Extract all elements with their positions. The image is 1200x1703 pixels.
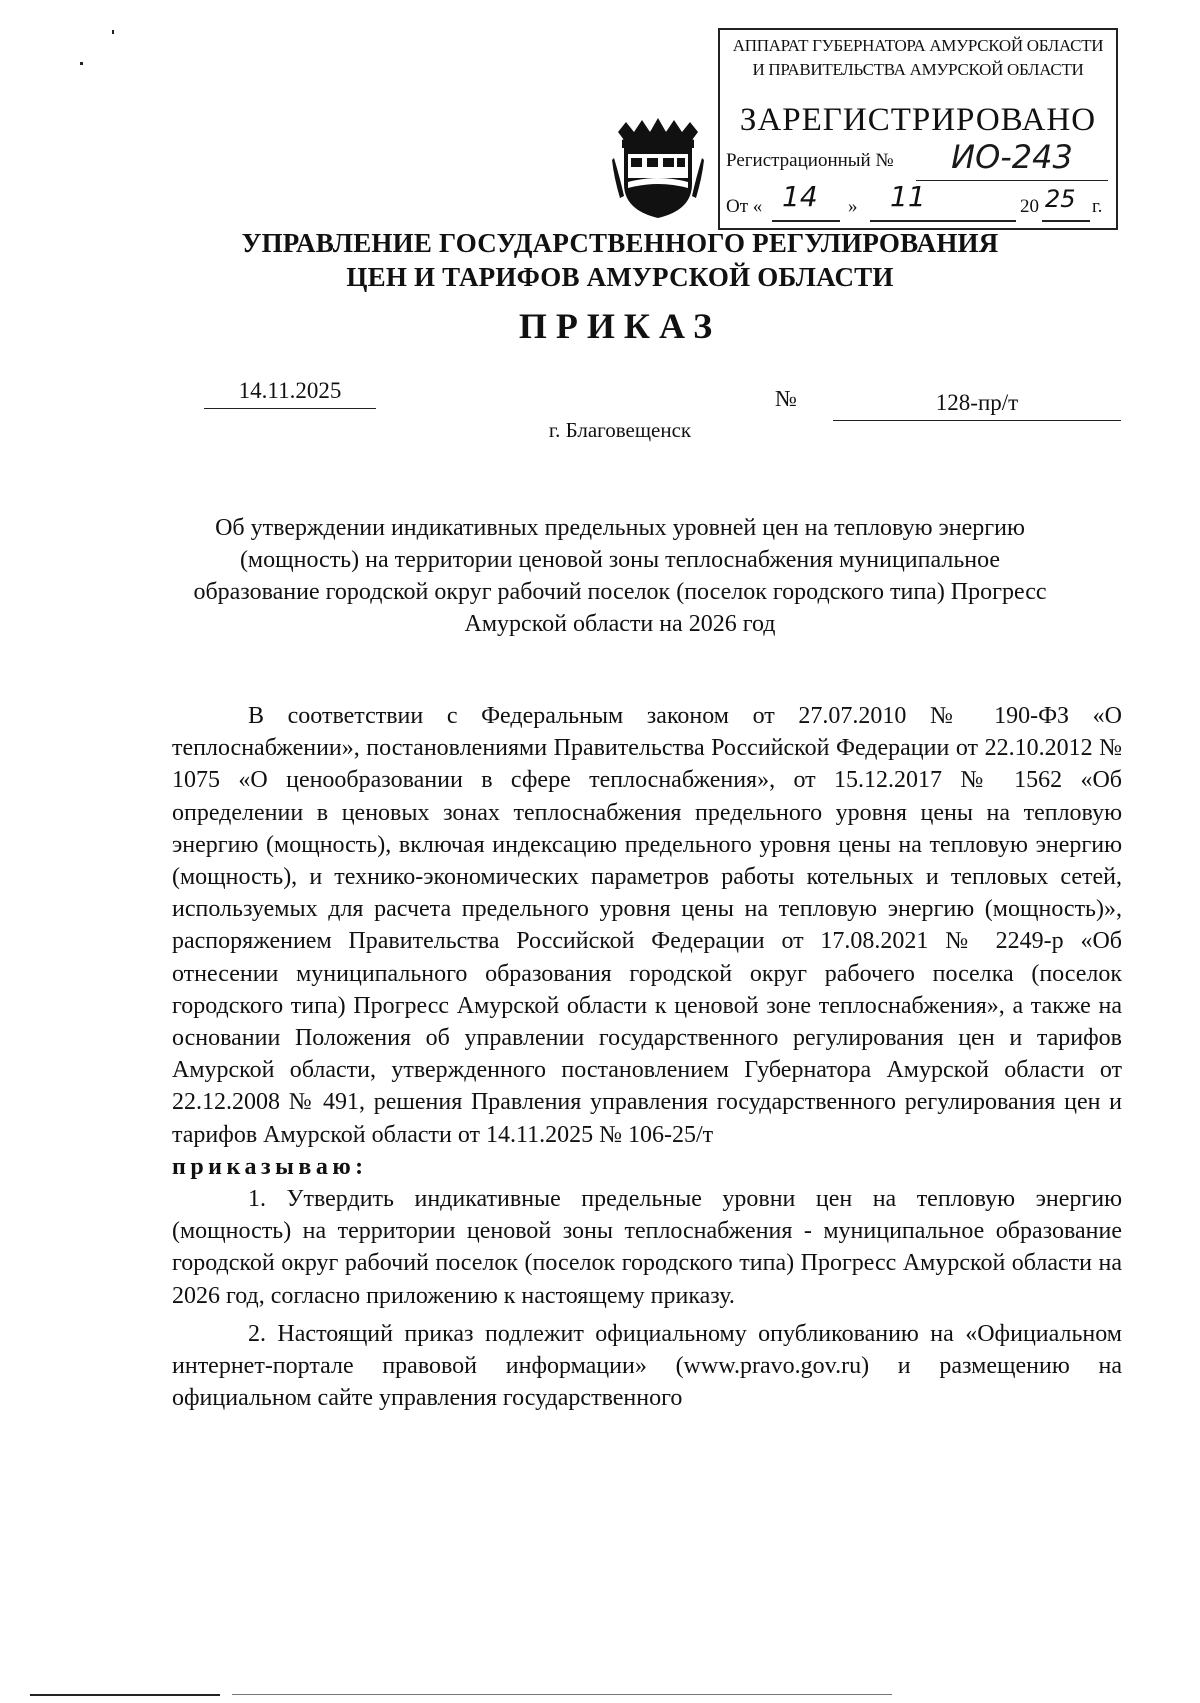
preamble-paragraph: В соответствии с Федеральным законом от 27.07.2010 № 190-ФЗ «О теплоснабжении», постановлениями Правительства Российской Федерации от 22.10.2012 № 1075 «О ценообразовании в сфере теплоснабжения», от 15.12.2017 № 1562 «Об определении в ценовых зонах теплоснабжения предельного уровня цены на тепловую энергию (мощность), включая индексацию предельного уровня цены на тепловую энергию (мощность), и технико-экономических параметров работы котельных и тепловых сетей, используемых для расчета предельного уровня цены на тепловую энергию (мощность)», распоряжением Правительства Российской Федерации от 17.08.2021 № 2249-р «Об отнесении муниципального образования городской округ рабочего поселка (поселок городского типа) Прогресс Амурской области к ценовой зоне теплоснабжения», а также на основании Положения об управлении государственного регулирования цен и тарифов Амурской области, утвержденного постановлением Губернатора Амурской области от 22.12.2008 № 491, решения Правления управления государственного регулирования цен и тарифов Амурской области от 14.11.2025 № 106-25/т [172,703,1122,1148]
stamp-date-day: 14 [782,180,818,213]
coat-of-arms-icon [612,118,704,220]
stamp-reg-number: ИО-243 [916,138,1108,181]
number-sign: № [775,386,797,411]
stamp-year-suffix: г. [1092,196,1103,217]
scan-dust-mark [80,62,83,65]
document-city: г. Благовещенск [548,418,692,442]
stamp-year-prefix: 20 [1020,196,1039,217]
document-subject: Об утверждении индикативных предельных уровней цен на тепловую энергию (мощность) на территории ценовой зоны теплоснабжения муниципальное образование городской округ рабочий поселок (поселок городского типа) Прогресс Амурской области на 2026 год [193,515,1047,637]
org-name-line1: УПРАВЛЕНИЕ ГОСУДАРСТВЕННОГО РЕГУЛИРОВАНИЯ [241,228,999,258]
document-number: 128-пр/т [833,390,1121,421]
order-item-2: 2. Настоящий приказ подлежит официальному опубликованию на «Официальном интернет-портале правовой информации» (www.pravo.gov.ru) и размещению на официальном сайте управления государственного [172,1320,1122,1412]
scan-edge-mark [232,1694,892,1695]
document-type-title: ПРИКАЗ [518,306,722,346]
stamp-registered-title: ЗАРЕГИСТРИРОВАНО [739,102,1097,138]
stamp-day-underline [772,220,840,222]
stamp-authority-line1: АППАРАТ ГУБЕРНАТОРА АМУРСКОЙ ОБЛАСТИ [732,36,1104,55]
org-name-line2: ЦЕН И ТАРИФОВ АМУРСКОЙ ОБЛАСТИ [346,262,894,292]
document-date: 14.11.2025 [204,378,376,409]
stamp-date-mid: » [848,196,858,217]
stamp-authority-line2: И ПРАВИТЕЛЬСТВА АМУРСКОЙ ОБЛАСТИ [752,60,1084,79]
stamp-month-underline [870,220,1016,222]
order-word: приказываю: [172,1153,368,1180]
stamp-year-underline [1042,220,1090,222]
stamp-reg-label: Регистрационный № [726,150,894,171]
scan-edge-mark [30,1694,220,1696]
stamp-date-month: 11 [890,180,926,213]
document-body [172,700,1122,1414]
stamp-date-prefix: От « [726,196,763,217]
scan-dust-mark [112,30,114,34]
stamp-year-handwritten: 25 [1045,185,1076,213]
order-item-1: 1. Утвердить индикативные предельные уровни цен на тепловую энергию (мощность) на территории ценовой зоны теплоснабжения - муниципальное образование городской округ рабочий поселок (поселок городского типа) Прогресс Амурской области на 2026 год, согласно приложению к настоящему приказу. [172,1186,1122,1309]
registration-stamp [718,28,1118,230]
